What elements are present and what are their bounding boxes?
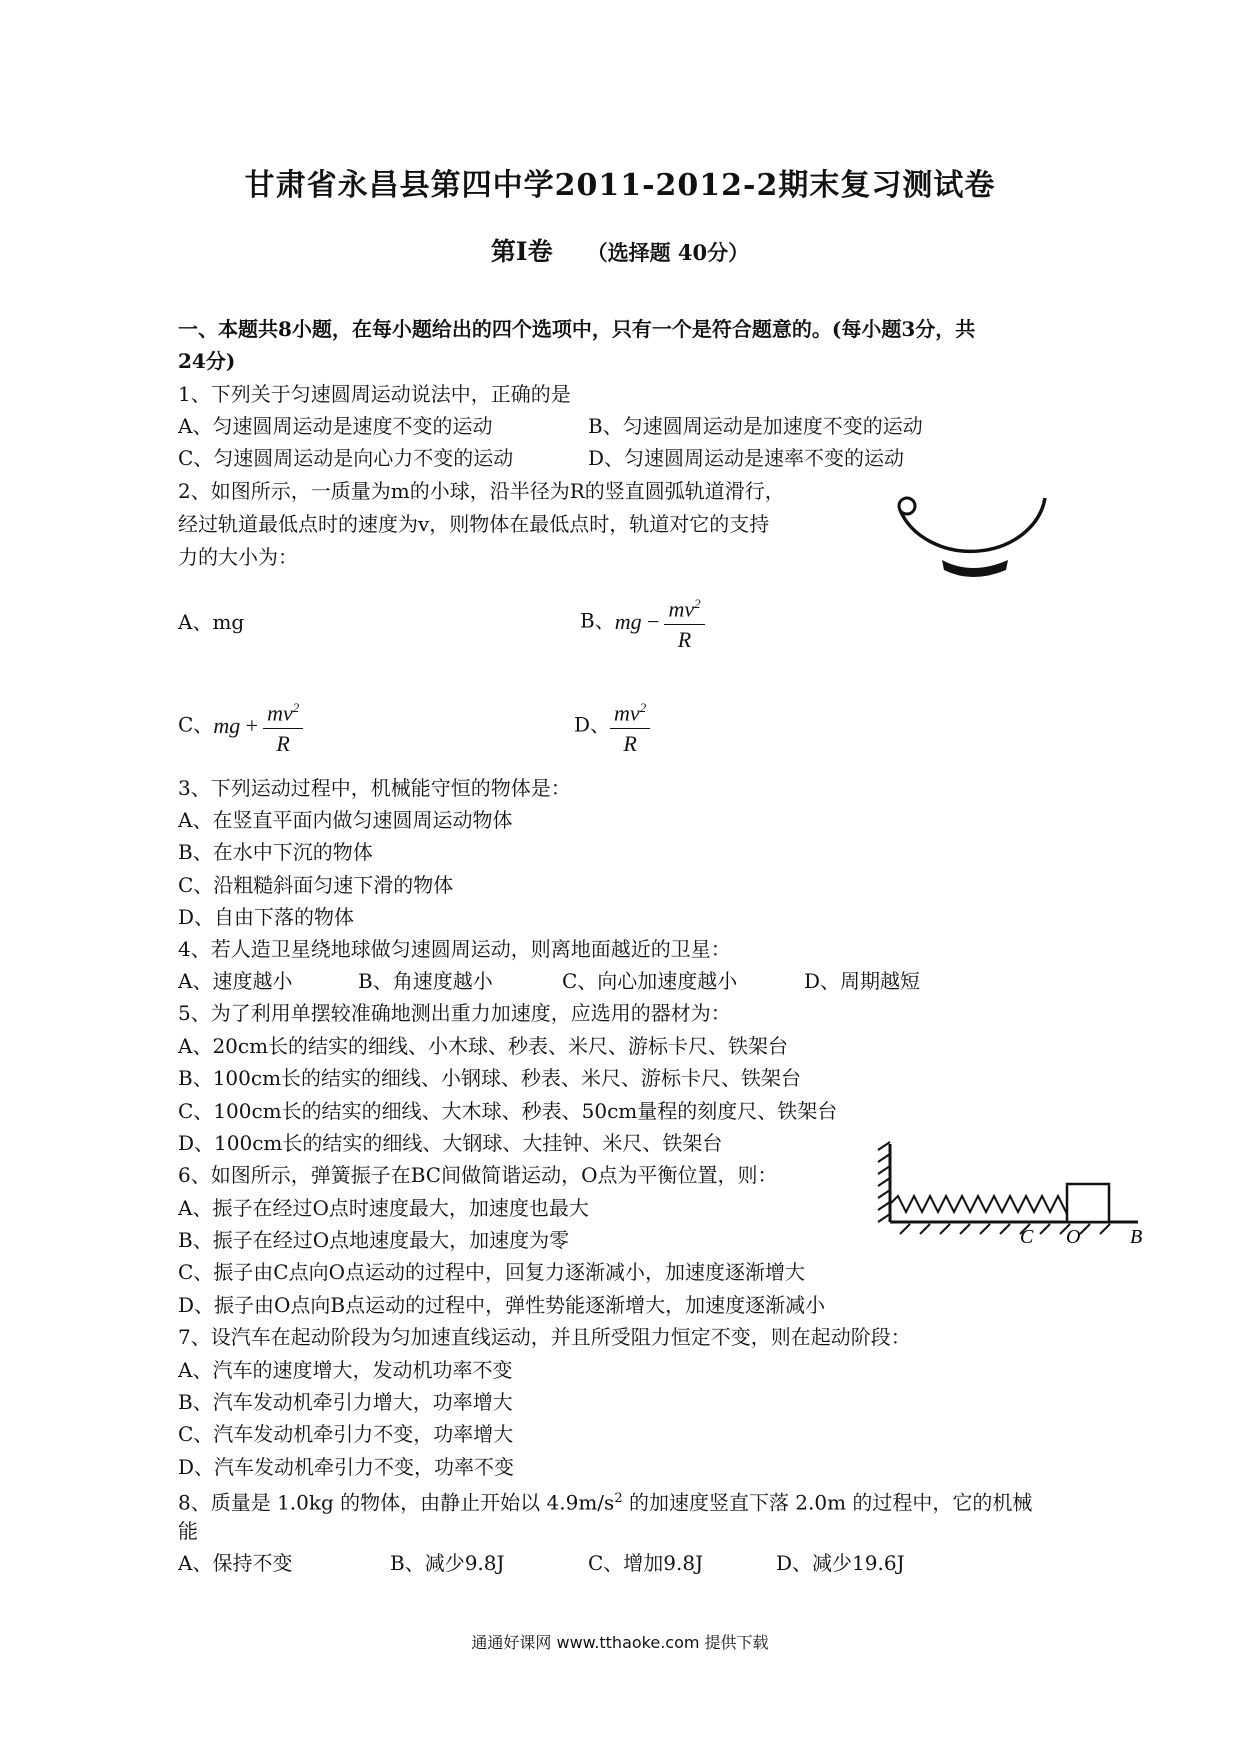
- q2-c-plus: +: [244, 713, 260, 739]
- q2-stem-line2: 经过轨道最低点时的速度为v，则物体在最低点时，轨道对它的支持: [178, 512, 770, 536]
- q8-stem: [178, 1485, 1032, 1517]
- q8-stem-sup: 2: [614, 1491, 623, 1506]
- q8-option-d: D、减少19.6J: [776, 1551, 905, 1575]
- q2-option-a: A、mg: [178, 610, 245, 634]
- section-heading-line2: 24分): [178, 349, 236, 373]
- q3-stem: 3、下列运动过程中，机械能守恒的物体是：: [178, 776, 571, 800]
- q5-option-c: C、100cm长的结实的细线、大木球、秒表、50cm量程的刻度尺、铁架台: [178, 1099, 838, 1123]
- q2-c-denominator: R: [276, 731, 290, 757]
- q4-option-a: A、速度越小: [178, 969, 293, 993]
- q7-option-a: A、汽车的速度增大，发动机功率不变: [178, 1358, 513, 1382]
- q8-stem-post: 的加速度竖直下落 2.0m 的过程中，它的机械: [622, 1490, 1033, 1515]
- q6-option-d: D、振子由O点向B点运动的过程中，弹性势能逐渐增大，加速度逐渐减小: [178, 1293, 826, 1317]
- q8-option-a: A、保持不变: [178, 1551, 293, 1575]
- q2-b-mg: mg: [614, 609, 642, 635]
- q7-option-b: B、汽车发动机牵引力增大，功率增大: [178, 1390, 513, 1414]
- q3-option-b: B、在水中下沉的物体: [178, 840, 373, 864]
- q6-option-b: B、振子在经过O点地速度最大，加速度为零: [178, 1228, 570, 1252]
- subtitle-main: 第I卷: [490, 237, 553, 266]
- q2-d-fraction: [610, 693, 650, 759]
- q4-stem: 4、若人造卫星绕地球做匀速圆周运动，则离地面越近的卫星：: [178, 937, 731, 961]
- q1-option-b: B、匀速圆周运动是加速度不变的运动: [588, 414, 923, 438]
- q3-option-d: D、自由下落的物体: [178, 905, 355, 929]
- q2-c-fraction: [263, 693, 303, 759]
- q3-option-c: C、沿粗糙斜面匀速下滑的物体: [178, 873, 454, 897]
- q2-c-exponent: 2: [292, 700, 300, 715]
- q2-b-fraction: [664, 589, 704, 655]
- q1-stem: 1、下列关于匀速圆周运动说法中，正确的是: [178, 382, 571, 406]
- q2-option-d-label: D、: [574, 712, 611, 737]
- q2-stem-line3: 力的大小为：: [178, 545, 298, 569]
- q7-option-c: C、汽车发动机牵引力不变，功率增大: [178, 1422, 514, 1446]
- page-title: 甘肃省永昌县第四中学2011-2012-2期末复习测试卷: [244, 168, 996, 203]
- q2-stem-line1: 2、如图所示，一质量为m的小球，沿半径为R的竖直圆弧轨道滑行，: [178, 479, 785, 503]
- subtitle-sub: （选择题 40分）: [586, 240, 750, 265]
- q2-option-b-label: B、: [580, 608, 615, 633]
- q2-option-b: [580, 589, 705, 655]
- q5-option-d: D、100cm长的结实的细线、大钢球、大挂钟、米尺、铁架台: [178, 1131, 723, 1155]
- fig-label-o: O: [1066, 1226, 1081, 1246]
- q2-b-minus: −: [645, 609, 661, 635]
- q1-option-a: A、匀速圆周运动是速度不变的运动: [178, 414, 493, 438]
- q8-stem-pre: 8、质量是 1.0kg 的物体，由静止开始以 4.9m/s: [178, 1490, 615, 1515]
- q6-option-a: A、振子在经过O点时速度最大，加速度也最大: [178, 1196, 589, 1220]
- q2-b-numerator: mv: [668, 596, 695, 622]
- arc-track-figure: [890, 488, 1060, 598]
- q1-option-d: D、匀速圆周运动是速率不变的运动: [588, 446, 905, 470]
- q2-option-d: [574, 693, 650, 759]
- q7-stem: 7、设汽车在起动阶段为匀加速直线运动，并且所受阻力恒定不变，则在起动阶段：: [178, 1325, 911, 1349]
- fig-label-b: B: [1130, 1226, 1143, 1246]
- q2-d-denominator: R: [623, 731, 637, 757]
- q2-option-c: [178, 693, 303, 759]
- q4-option-d: D、周期越短: [804, 969, 921, 993]
- q2-c-numerator: mv: [267, 700, 293, 726]
- q2-d-numerator: mv: [614, 700, 640, 726]
- q4-option-b: B、角速度越小: [358, 969, 493, 993]
- q5-option-a: A、20cm长的结实的细线、小木球、秒表、米尺、游标卡尺、铁架台: [178, 1034, 789, 1058]
- q2-option-c-label: C、: [178, 712, 214, 737]
- q2-b-denominator: R: [677, 627, 692, 653]
- q2-b-exponent: 2: [694, 596, 701, 611]
- q6-option-c: C、振子由C点向O点运动的过程中，回复力逐渐减小，加速度逐渐增大: [178, 1260, 806, 1284]
- paper-subtitle: [0, 232, 1240, 268]
- q2-c-mg: mg: [213, 713, 241, 739]
- section-heading-line1: 一、本题共8小题，在每小题给出的四个选项中，只有一个是符合题意的。(每小题3分，共: [178, 317, 976, 341]
- q2-d-exponent: 2: [639, 700, 647, 715]
- fig-label-c: C: [1020, 1226, 1034, 1246]
- page-footer: 通通好课网 www.tthaoke.com 提供下载: [471, 1633, 769, 1652]
- q6-stem: 6、如图所示，弹簧振子在BC间做简谐运动，O点为平衡位置，则：: [178, 1163, 778, 1187]
- q8-option-c: C、增加9.8J: [588, 1551, 704, 1575]
- q8-option-b: B、减少9.8J: [390, 1551, 505, 1575]
- q5-option-b: B、100cm长的结实的细线、小钢球、秒表、米尺、游标卡尺、铁架台: [178, 1066, 802, 1090]
- spring-oscillator-figure: [876, 1140, 1156, 1246]
- q7-option-d: D、汽车发动机牵引力不变，功率不变: [178, 1455, 515, 1479]
- q3-option-a: A、在竖直平面内做匀速圆周运动物体: [178, 808, 513, 832]
- q5-stem: 5、为了利用单摆较准确地测出重力加速度，应选用的器材为：: [178, 1001, 731, 1025]
- q8-stem-line2: 能: [178, 1519, 198, 1543]
- q4-option-c: C、向心加速度越小: [562, 969, 738, 993]
- q1-option-c: C、匀速圆周运动是向心力不变的运动: [178, 446, 514, 470]
